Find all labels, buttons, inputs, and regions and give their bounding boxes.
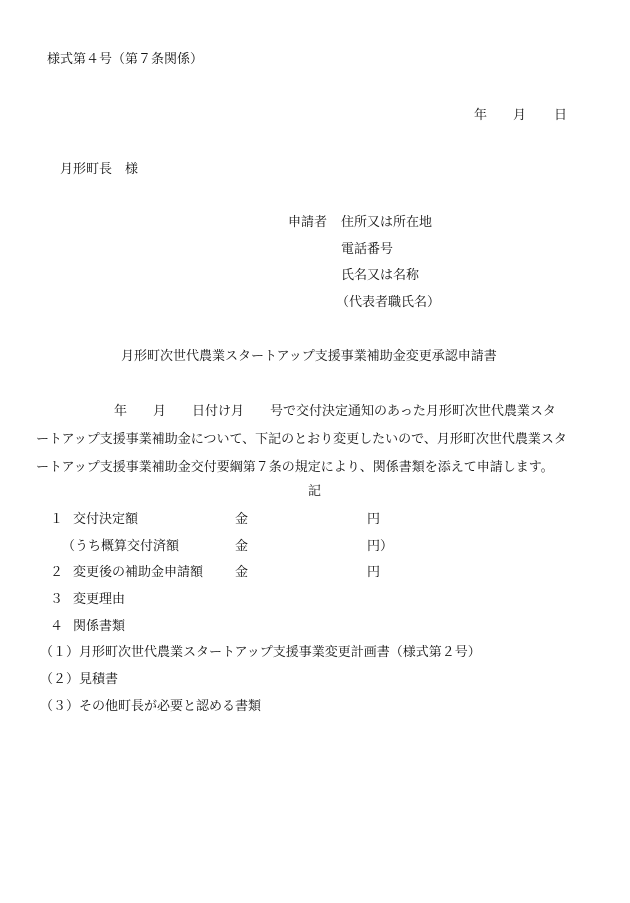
date-month: 月 <box>513 108 527 123</box>
document-list-item: （３）その他町長が必要と認める書類 <box>40 699 262 714</box>
item-number: ３ <box>50 592 64 607</box>
applicant-address: 住所又は所在地 <box>341 215 433 230</box>
date-day: 日 <box>554 108 568 123</box>
document-list-item: （１）月形町次世代農業スタートアップ支援事業変更計画書（様式第２号） <box>40 645 481 660</box>
item-number: ２ <box>50 565 64 580</box>
kin-label: 金 <box>235 565 249 580</box>
applicant-name: 氏名又は名称 <box>341 268 420 283</box>
applicant-label: 申請者 <box>288 215 328 230</box>
document-title: 月形町次世代農業スタートアップ支援事業補助金変更承認申請書 <box>121 349 497 364</box>
item-label: （うち概算交付済額 <box>62 539 180 554</box>
form-number: 様式第４号（第７条関係） <box>47 52 204 67</box>
applicant-representative: （代表者職氏名） <box>336 295 441 310</box>
yen-label: 円 <box>367 512 381 527</box>
document-list-item: （２）見積書 <box>40 672 119 687</box>
body-line: 年 月 日付け月 号で交付決定通知のあった月形町次世代農業スタ <box>36 404 556 419</box>
item-label: 変更理由 <box>73 592 126 607</box>
kin-label: 金 <box>235 539 249 554</box>
kin-label: 金 <box>235 512 249 527</box>
item-label: 交付決定額 <box>73 512 139 527</box>
body-line: ートアップ支援事業補助金交付要綱第７条の規定により、関係書類を添えて申請します。 <box>36 460 554 475</box>
yen-label: 円） <box>367 539 394 554</box>
item-number: ４ <box>50 619 64 634</box>
body-paragraph <box>36 398 592 482</box>
applicant-phone: 電話番号 <box>341 242 394 257</box>
body-line: ートアップ支援事業補助金について、下記のとおり変更したいので、月形町次世代農業スタ <box>36 432 567 447</box>
yen-label: 円 <box>367 565 381 580</box>
ki-heading: 記 <box>308 484 322 499</box>
addressee: 月形町長 様 <box>60 162 139 177</box>
item-label: 関係書類 <box>73 619 126 634</box>
item-label: 変更後の補助金申請額 <box>73 565 204 580</box>
date-year: 年 <box>474 108 488 123</box>
item-number: １ <box>50 512 64 527</box>
